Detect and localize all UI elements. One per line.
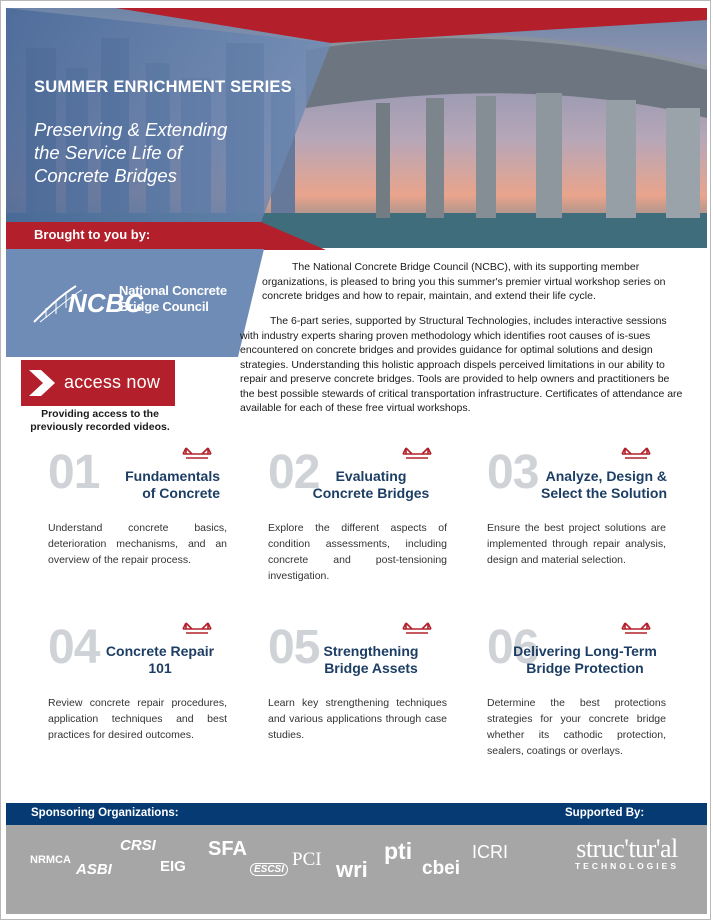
title-line: Fundamentals [125, 468, 220, 484]
module-01 [48, 448, 230, 613]
sponsor-logo-wri: wri [336, 857, 368, 882]
structural-name: struc'tur'al [576, 834, 678, 863]
sponsor-logo-nrmca: NRMCA [30, 854, 71, 866]
module-number: 04 [48, 621, 100, 674]
brought-by-label: Brought to you by: [34, 227, 151, 242]
sponsor-logo-pci: PCI [292, 849, 322, 870]
bridge-icon [182, 444, 212, 462]
sponsor-logo-escsi: ESCSI [250, 863, 288, 876]
module-description: Learn key strengthening techniques and various applications through case studies. [268, 697, 447, 741]
module-04 [48, 623, 230, 788]
module-05 [268, 623, 450, 788]
bridge-icon [402, 444, 432, 462]
caption-line: previously recorded videos. [30, 421, 170, 433]
module-title [90, 643, 230, 677]
structural-sub: TECHNOLOGIES [574, 861, 679, 871]
module-02 [268, 448, 450, 613]
sponsor-logo-eig: EIG [160, 858, 186, 875]
title-line: Delivering Long-Term [513, 643, 657, 659]
sponsor-logo-cbei: cbei [422, 858, 461, 879]
module-description: Understand concrete basics, deterioration mechanisms, and an overview of the repair process. [48, 522, 227, 566]
module-03 [487, 448, 669, 613]
series-headline [34, 118, 294, 187]
module-number: 05 [268, 621, 320, 674]
bridge-icon [621, 444, 651, 462]
title-line: Evaluating [335, 468, 407, 484]
sponsor-logo-crsi: CRSI [120, 837, 156, 854]
module-title [306, 468, 436, 502]
arrow-icon [27, 368, 57, 398]
module-title [503, 643, 667, 677]
title-line: Bridge Protection [526, 660, 644, 676]
title-line: Concrete Repair [105, 643, 215, 659]
module-description: Review concrete repair procedures, application techniques and best practices for desired outcomes. [48, 697, 227, 741]
org-name-line: Bridge Council [119, 299, 209, 314]
org-name-line: National Concrete [119, 283, 227, 298]
sponsor-logo-sfa: SFA [208, 838, 247, 860]
structural-logo [562, 834, 692, 871]
bridge-icon [182, 619, 212, 637]
title-line: of Concrete [142, 485, 220, 501]
bridge-icon [402, 619, 432, 637]
module-number: 02 [268, 446, 320, 499]
module-title [306, 643, 436, 677]
module-number: 01 [48, 446, 100, 499]
headline-line: the Service Life of [34, 142, 183, 163]
access-now-label: access now [64, 372, 161, 392]
ncbc-org-name [119, 283, 227, 315]
flyer-page [6, 8, 707, 914]
title-line: Strengthening [323, 643, 419, 659]
module-description: Explore the different aspects of condition assessments, including concrete and post-tensioning investigation. [268, 522, 447, 582]
access-caption [16, 408, 184, 434]
module-description: Ensure the best project solutions are implemented through repair analysis, design and material selection. [487, 522, 666, 566]
headline-line: Preserving & Extending [34, 119, 228, 140]
module-06 [487, 623, 669, 788]
sponsor-logo-asbi: ASBI [76, 861, 112, 878]
title-line: Concrete Bridges [312, 485, 430, 501]
series-kicker: SUMMER ENRICHMENT SERIES [34, 78, 292, 96]
bridge-icon [621, 619, 651, 637]
supported-label: Supported By: [565, 807, 645, 819]
headline-line: Concrete Bridges [34, 165, 177, 186]
title-line: Analyze, Design & [545, 468, 667, 484]
sponsor-logo-icri: ICRI [472, 842, 508, 862]
hero-banner [6, 8, 707, 248]
title-line: Bridge Assets [324, 660, 418, 676]
module-number: 03 [487, 446, 539, 499]
title-line: 101 [148, 660, 172, 676]
access-now-button[interactable] [21, 360, 175, 406]
sponsoring-label: Sponsoring Organizations: [31, 807, 179, 819]
module-description: Determine the best protections strategies for your concrete bridge whether its cathodic protection, sealers, coatings or overlays. [487, 697, 666, 757]
intro-paragraph-2: The 6-part series, supported by Structural Technologies, includes interactive sessions with industry experts sharing proven methodology which identifies root causes of is-sues encountered on concrete bridges and provides guidance for optimal solutions and design strategies. Understanding this holistic approach dispels perceived limitations in our ability to repair and preserve concrete bridges. Tools are provided to help owners and practitioners be the best possible stewards of critical transportation infrastructure. Certificates of attendance are available for each of these free virtual workshops. [240, 315, 683, 414]
intro-paragraph-1: The National Concrete Bridge Council (NCBC), with its supporting member organizations, is pleased to bring you this summer's premier virtual workshop series on concrete bridges and how to repair, maintain, and extend their life cycle. [262, 261, 666, 302]
module-title [90, 468, 220, 502]
caption-line: Providing access to the [41, 408, 159, 420]
sponsor-logo-pti: pti [384, 838, 413, 864]
ncbc-mark: NCBC [68, 288, 144, 318]
module-title [517, 468, 667, 502]
title-line: Select the Solution [540, 485, 667, 501]
module-number: 06 [487, 621, 539, 674]
